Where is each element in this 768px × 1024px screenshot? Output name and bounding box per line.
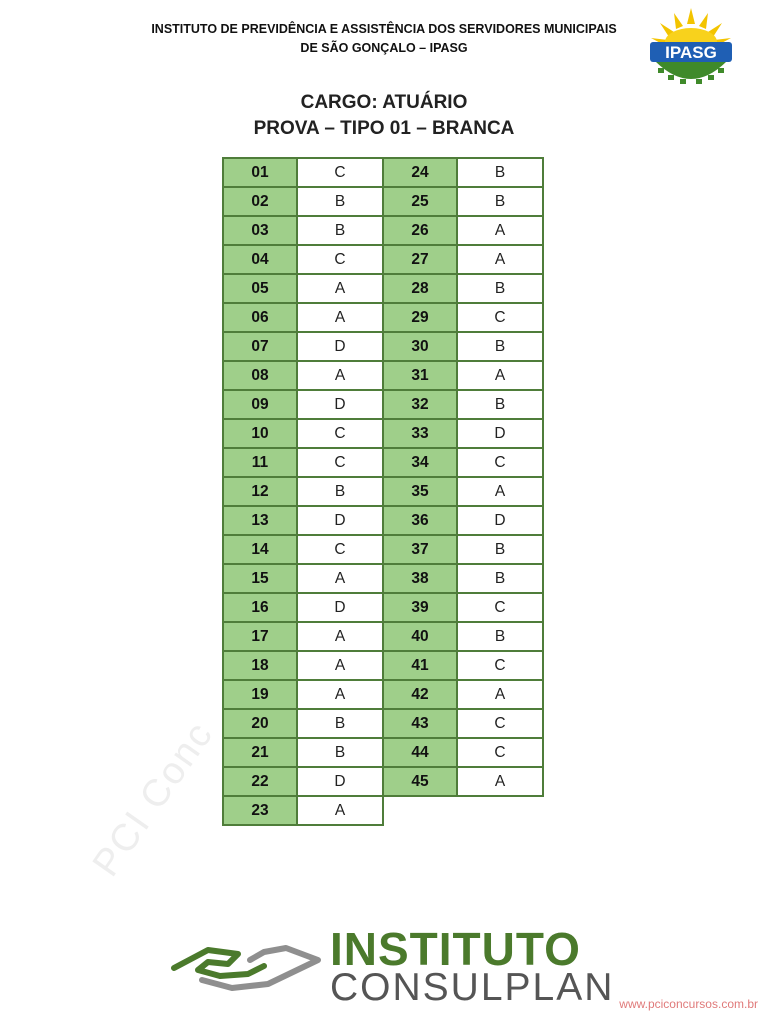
answer-letter: A bbox=[457, 767, 543, 796]
answer-letter: A bbox=[297, 680, 383, 709]
question-number: 19 bbox=[223, 680, 297, 709]
table-row bbox=[223, 477, 543, 506]
question-number: 10 bbox=[223, 419, 297, 448]
answer-letter: D bbox=[457, 419, 543, 448]
answer-letter: C bbox=[297, 419, 383, 448]
answer-letter: D bbox=[297, 332, 383, 361]
question-number: 03 bbox=[223, 216, 297, 245]
answer-letter: C bbox=[457, 738, 543, 767]
table-row bbox=[223, 361, 543, 390]
question-number: 12 bbox=[223, 477, 297, 506]
answer-letter: A bbox=[457, 477, 543, 506]
question-number: 18 bbox=[223, 651, 297, 680]
question-number: 16 bbox=[223, 593, 297, 622]
question-number: 02 bbox=[223, 187, 297, 216]
header-line-1: INSTITUTO DE PREVIDÊNCIA E ASSISTÊNCIA DOS SERVIDORES MUNICIPAIS bbox=[151, 22, 617, 36]
watermark: PCI Conc bbox=[85, 713, 222, 885]
answer-letter: A bbox=[297, 622, 383, 651]
answer-letter: A bbox=[457, 361, 543, 390]
question-number: 38 bbox=[383, 564, 457, 593]
question-number: 24 bbox=[383, 158, 457, 187]
answer-letter: D bbox=[457, 506, 543, 535]
answer-letter: A bbox=[297, 303, 383, 332]
question-number: 29 bbox=[383, 303, 457, 332]
answer-letter: B bbox=[457, 158, 543, 187]
exam-title bbox=[0, 90, 768, 142]
institution-header bbox=[130, 20, 638, 58]
question-number: 43 bbox=[383, 709, 457, 738]
table-row bbox=[223, 448, 543, 477]
ipasg-logo bbox=[644, 6, 738, 86]
question-number: 26 bbox=[383, 216, 457, 245]
consulplan-handshake-icon bbox=[168, 930, 328, 1002]
answer-letter: B bbox=[457, 535, 543, 564]
question-number: 40 bbox=[383, 622, 457, 651]
question-number: 41 bbox=[383, 651, 457, 680]
table-row bbox=[223, 535, 543, 564]
question-number: 37 bbox=[383, 535, 457, 564]
question-number: 36 bbox=[383, 506, 457, 535]
question-number: 05 bbox=[223, 274, 297, 303]
answer-letter: B bbox=[297, 216, 383, 245]
table-row bbox=[223, 216, 543, 245]
table-row bbox=[223, 651, 543, 680]
table-row bbox=[223, 274, 543, 303]
question-number: 25 bbox=[383, 187, 457, 216]
question-number: 11 bbox=[223, 448, 297, 477]
answer-letter: A bbox=[297, 796, 383, 825]
question-number: 13 bbox=[223, 506, 297, 535]
answer-letter: C bbox=[457, 651, 543, 680]
answer-letter: B bbox=[457, 332, 543, 361]
prova-title: PROVA – TIPO 01 – BRANCA bbox=[253, 118, 515, 139]
table-row bbox=[223, 796, 543, 825]
table-row bbox=[223, 158, 543, 187]
empty-cell bbox=[383, 796, 457, 825]
table-row bbox=[223, 419, 543, 448]
question-number: 21 bbox=[223, 738, 297, 767]
answer-letter: B bbox=[457, 187, 543, 216]
site-url: www.pciconcursos.com.br bbox=[619, 997, 758, 1011]
table-row bbox=[223, 506, 543, 535]
table-row bbox=[223, 709, 543, 738]
table-row bbox=[223, 593, 543, 622]
answer-letter: C bbox=[457, 709, 543, 738]
answer-letter: B bbox=[457, 274, 543, 303]
answer-letter: D bbox=[297, 390, 383, 419]
answer-letter: A bbox=[457, 680, 543, 709]
table-row bbox=[223, 332, 543, 361]
question-number: 09 bbox=[223, 390, 297, 419]
question-number: 22 bbox=[223, 767, 297, 796]
question-number: 20 bbox=[223, 709, 297, 738]
answer-letter: A bbox=[297, 564, 383, 593]
header-line-2: DE SÃO GONÇALO – IPASG bbox=[300, 41, 468, 55]
answer-letter: C bbox=[297, 158, 383, 187]
question-number: 06 bbox=[223, 303, 297, 332]
brand-line-2: CONSULPLAN bbox=[330, 966, 615, 1009]
question-number: 15 bbox=[223, 564, 297, 593]
answer-letter: D bbox=[297, 767, 383, 796]
table-row bbox=[223, 738, 543, 767]
answer-letter: A bbox=[457, 216, 543, 245]
question-number: 35 bbox=[383, 477, 457, 506]
question-number: 34 bbox=[383, 448, 457, 477]
answer-key-table bbox=[222, 157, 544, 826]
answer-letter: A bbox=[297, 361, 383, 390]
question-number: 32 bbox=[383, 390, 457, 419]
question-number: 08 bbox=[223, 361, 297, 390]
question-number: 42 bbox=[383, 680, 457, 709]
ipasg-logo-text: IPASG bbox=[665, 43, 717, 62]
question-number: 44 bbox=[383, 738, 457, 767]
question-number: 39 bbox=[383, 593, 457, 622]
answer-letter: C bbox=[297, 448, 383, 477]
answer-letter: B bbox=[457, 622, 543, 651]
answer-letter: B bbox=[297, 738, 383, 767]
answer-letter: C bbox=[297, 535, 383, 564]
empty-cell bbox=[457, 796, 543, 825]
answer-letter: B bbox=[457, 390, 543, 419]
table-row bbox=[223, 187, 543, 216]
brand-line-1: INSTITUTO bbox=[330, 923, 581, 975]
answer-letter: C bbox=[457, 448, 543, 477]
question-number: 45 bbox=[383, 767, 457, 796]
question-number: 33 bbox=[383, 419, 457, 448]
answer-letter: D bbox=[297, 593, 383, 622]
table-row bbox=[223, 767, 543, 796]
answer-letter: A bbox=[297, 274, 383, 303]
question-number: 14 bbox=[223, 535, 297, 564]
question-number: 17 bbox=[223, 622, 297, 651]
answer-letter: B bbox=[457, 564, 543, 593]
question-number: 28 bbox=[383, 274, 457, 303]
table-row bbox=[223, 303, 543, 332]
answer-letter: B bbox=[297, 477, 383, 506]
question-number: 30 bbox=[383, 332, 457, 361]
answer-letter: A bbox=[297, 651, 383, 680]
question-number: 23 bbox=[223, 796, 297, 825]
table-row bbox=[223, 680, 543, 709]
answer-letter: A bbox=[457, 245, 543, 274]
table-row bbox=[223, 564, 543, 593]
answer-letter: B bbox=[297, 709, 383, 738]
table-row bbox=[223, 390, 543, 419]
question-number: 01 bbox=[223, 158, 297, 187]
cargo-title: CARGO: ATUÁRIO bbox=[300, 92, 468, 113]
table-row bbox=[223, 622, 543, 651]
question-number: 27 bbox=[383, 245, 457, 274]
question-number: 31 bbox=[383, 361, 457, 390]
question-number: 07 bbox=[223, 332, 297, 361]
answer-letter: B bbox=[297, 187, 383, 216]
answer-letter: C bbox=[297, 245, 383, 274]
answer-letter: C bbox=[457, 593, 543, 622]
table-row bbox=[223, 245, 543, 274]
answer-letter: D bbox=[297, 506, 383, 535]
question-number: 04 bbox=[223, 245, 297, 274]
answer-letter: C bbox=[457, 303, 543, 332]
